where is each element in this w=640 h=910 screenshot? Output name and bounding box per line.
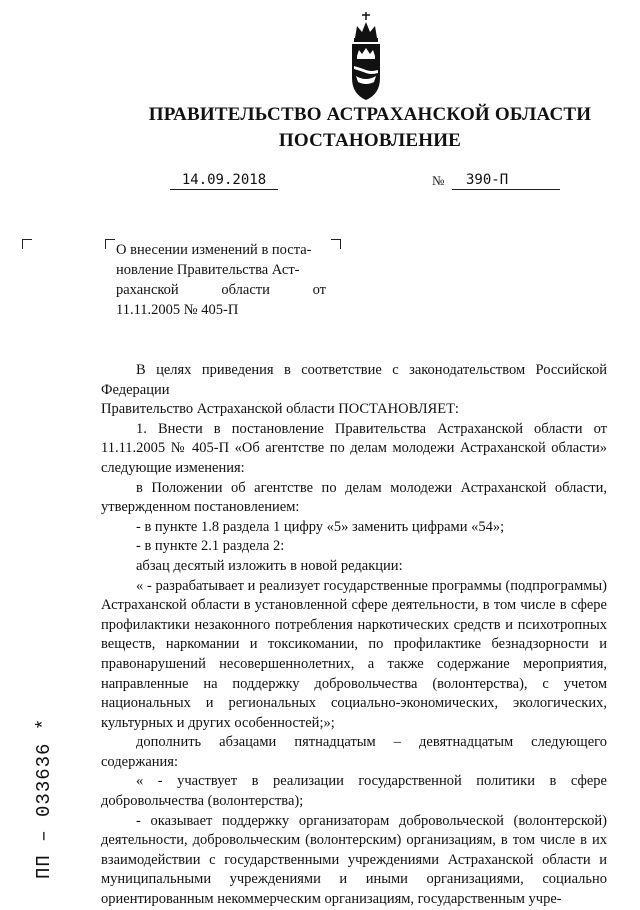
serial-code-text: ПП – 033636 * <box>33 717 55 879</box>
body-paragraph: 1. Внести в постановление Правительства Астраханской области от 11.11.2005 № 405-П «Об агентстве по делам молодежи Астраханской области» следующие изменения: <box>101 420 607 476</box>
document-date: 14.09.2018 <box>170 172 278 190</box>
body-paragraph: В целях приведения в соответствие с законодательством Российской Федерации <box>101 362 607 398</box>
body-paragraph: дополнить абзацами пятнадцатым – девятнадцатым следующего содержания: <box>101 734 607 770</box>
subject-corner-left <box>105 239 115 249</box>
serial-code-vertical <box>19 707 55 879</box>
coat-of-arms-icon <box>341 10 391 104</box>
body-paragraph: - оказывает поддержку организаторам добровольческой (волонтерской) деятельности, добровольческим (волонтерским) организациям, в том числе в их взаимодействии с государственными учреждениями Астраханской области и муниципальными учреждениями и иными организациями, социально ориентированным некоммерческим организациям, государственным учре- <box>101 812 607 908</box>
document-type-title: ПОСТАНОВЛЕНИЕ <box>278 130 462 151</box>
subject-block <box>116 240 326 320</box>
body-paragraph: « - участвует в реализации государственной политики в сфере добровольчества (волонтерства); <box>101 773 607 810</box>
body-paragraph: « - разрабатывает и реализует государственные программы (подпрограммы) Астраханской области в установленной сфере деятельности, в том числе в сфере профилактики незаконного потребления наркотических средств и психотропных веществ, наркомании и токсикомании, по профилактике безнадзорности и правонарушений несовершеннолетних, а также содержание мероприятия, направленные на поддержку добровольчества (волонтерства), с учетом национальных и региональных социально-экономических, экологических, культурных и других особенностей;»; <box>101 577 607 731</box>
body-paragraph: - в пункте 1.8 раздела 1 цифру «5» заменить цифрами «54»; <box>136 518 505 535</box>
subject-line: раханской области от <box>116 282 326 298</box>
subject-line: новление Правительства Аст- <box>116 262 300 278</box>
body-paragraph: Правительство Астраханской области ПОСТАНОВЛЯЕТ: <box>101 401 459 418</box>
body-paragraph: - в пункте 2.1 раздела 2: <box>136 538 285 555</box>
organization-title: ПРАВИТЕЛЬСТВО АСТРАХАНСКОЙ ОБЛАСТИ <box>148 104 592 125</box>
number-label: № <box>432 173 445 188</box>
subject-corner-right <box>331 239 341 249</box>
document-body <box>101 361 607 910</box>
body-paragraph: абзац десятый изложить в новой редакции: <box>136 557 403 574</box>
margin-corner-mark <box>22 239 32 249</box>
subject-line: 11.11.2005 № 405-П <box>116 302 239 318</box>
document-number: 390-П <box>452 172 560 190</box>
body-paragraph: в Положении об агентстве по делам молодежи Астраханской области, утвержденном постановлением: <box>101 479 607 516</box>
subject-line: О внесении изменений в поста- <box>116 242 312 258</box>
